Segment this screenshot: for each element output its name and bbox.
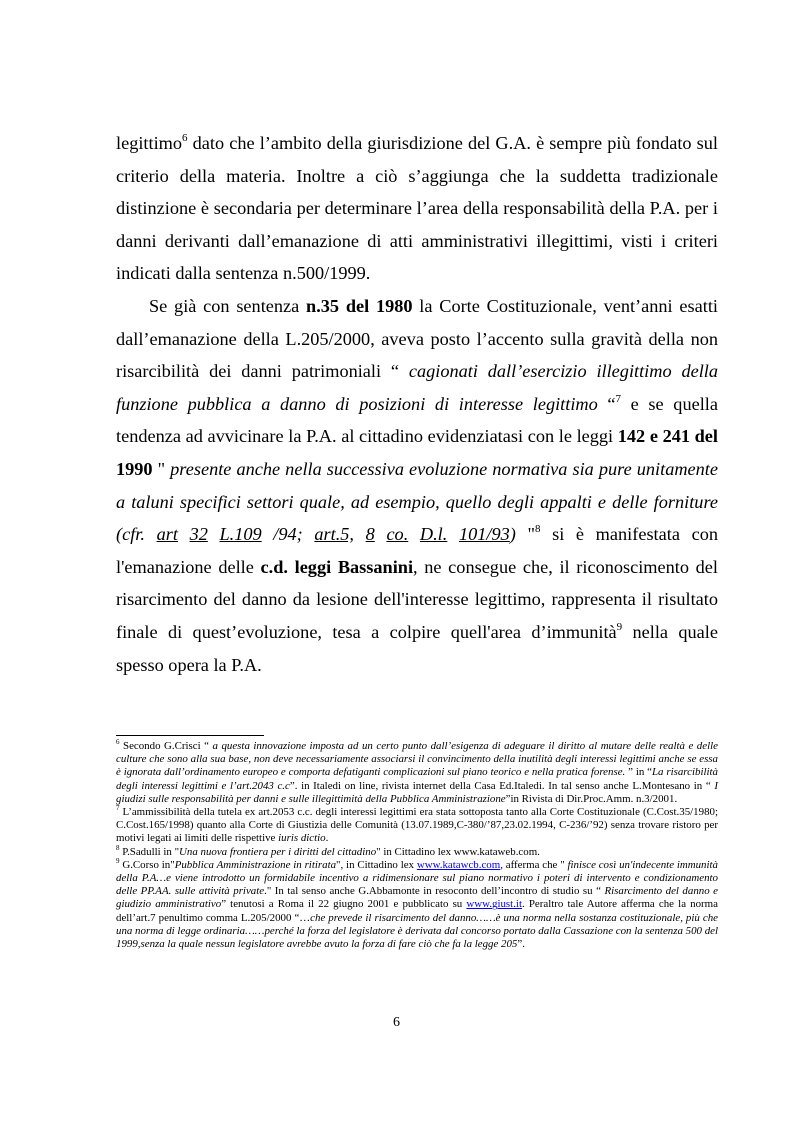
footnote-7 — [116, 806, 718, 846]
text-run: ." In tal senso anche G.Abbamonte in resoconto dell’incontro di studio su “ — [264, 885, 605, 898]
text-run: " in Cittadino lex www.kataweb.com. — [376, 845, 540, 858]
underlined-run: L.109 — [219, 524, 262, 545]
text-run: G.Corso in" — [119, 858, 175, 871]
giust-link[interactable]: www.giust.it — [466, 898, 522, 911]
italic-run: iuris dictio — [278, 832, 326, 845]
kataweb-link[interactable]: www.katawcb.com — [416, 858, 501, 871]
italic-run: /94; — [261, 524, 315, 545]
footnote-9 — [116, 859, 718, 951]
text-run: ”in Rivista di Dir.Proc.Amm. n.3/2001. — [505, 792, 678, 805]
italic-run: Risarcimento del danno e giudizio amministrativo — [116, 885, 718, 911]
underlined-run: art.5, — [314, 524, 355, 545]
italic-run: Una nuova frontiera per i diritti del cittadino — [179, 845, 377, 858]
text-run — [354, 524, 366, 544]
text-run: Secondo G.Crisci “ — [119, 740, 213, 752]
footnote-number: 7 — [116, 804, 120, 813]
text-run — [178, 524, 190, 544]
underlined-run: co. — [386, 524, 409, 545]
italic-run: Pubblica Amministrazione in ritirata — [174, 858, 337, 871]
bold-run: c.d. leggi Bassanini — [260, 556, 414, 577]
italic-run: I giudizi sulle responsabilità per danni e sulle illegittimità della Pubblica Amministrazione — [116, 779, 718, 805]
text-run — [408, 524, 420, 544]
italic-run: finisce così un'indecente immunità della P.A…e viene introdotto un formidabile incentivo a ridimensionare sul piano normativo i poteri di intervento e condizionamento delle PP.AA. sulle attività private — [116, 858, 719, 898]
text-run: . Peraltro tale Autore afferma che la norma dell’art.7 penultimo comma L.205/2000 “… — [116, 898, 718, 924]
italic-run: La risarcibilità degli interessi legittimi e l’art.2043 c.c — [116, 766, 718, 792]
text-run: P.Sadulli in " — [119, 845, 180, 858]
text-run: ” tenutosi a Roma il 22 giugno 2001 e pubblicato su — [221, 898, 467, 911]
text-run — [208, 524, 220, 544]
footnote-number: 6 — [116, 738, 120, 747]
text-run: , afferma che " — [500, 858, 568, 871]
footnote-ref-6[interactable]: 6 — [182, 131, 188, 144]
text-run: ", in Cittadino lex — [336, 858, 417, 871]
paragraph-1 — [116, 127, 718, 290]
footnote-ref-9[interactable]: 9 — [616, 620, 623, 633]
text-run: e se quella tendenza ad avvicinare la P.A. al cittadino evidenziatasi con le leggi — [116, 393, 718, 447]
text-run: " — [515, 524, 535, 545]
text-run: legittimo — [116, 133, 183, 153]
footnote-8 — [116, 846, 718, 859]
italic-run: ) — [509, 524, 516, 545]
italic-run: a questa innovazione imposta ad un certo punto dall’esigenza di adeguare il diritto al mutare delle realtà e delle culture che sono alla sua base, non deve necessariamente associarsi il convincimento della inutilità degli interessi legittimi anche se essa è ignorata dall’ordinamento europeo e comporta defatiganti complicazioni sul piano teorico e nella pratica forense. — [116, 740, 718, 779]
text-run: ”. — [517, 938, 525, 951]
text-run: Se già con sentenza — [149, 295, 307, 316]
text-run: . — [325, 832, 329, 845]
underlined-run: D.l. — [419, 524, 448, 545]
underlined-run: art — [156, 524, 178, 545]
italic-run: che prevede il risarcimento del danno……è una norma nella sostanza costituzionale, più che una norma di legge ordinaria……perché la forza del legislatore è derivata dal concorso portato dalla Cassazione con la sentenza 500 del 1999,senza la quale nessun legislatore avrebbe avuto la forza di fare ciò che fa la legge 205 — [116, 911, 718, 951]
italic-run: cagionati dall’esercizio illegittimo della funzione pubblica a danno di posizioni di interesse legittimo — [116, 361, 718, 414]
text-run: L’ammissibilità della tutela ex art.2053 c.c. degli interessi legittimi era stata sottoposta tanto alla Corte Costituzionale (C.Cost.35/1980; C.Cost.165/1998) quanto alla Corte di Giustizia delle Comunità (13.07.1989,C-380/’87,23.02.1994, C-236/’92) senza trovare ristoro per motivi legati ai limiti delle rispettive — [116, 806, 718, 845]
italic-run: presente anche nella successiva evoluzione normativa sia pure unitamente a taluni specifici settori quale, ad esempio, quello degli appalti e delle forniture (cfr. — [116, 458, 718, 545]
text-run: ” in “ — [625, 766, 652, 779]
text-run: si è manifestata con l'emanazione delle — [116, 524, 718, 577]
footnote-6 — [116, 740, 718, 806]
text-run — [447, 524, 459, 544]
text-run: dato che l’ambito della giurisdizione del G.A. è sempre più fondato sul criterio della materia. Inoltre a ciò s’aggiunga che la suddetta tradizionale distinzione è secondaria per determinare l’area della responsabilità della P.A. per i danni derivanti dall’emanazione di atti amministrativi illegittimi, visti i criteri indicati dalla sentenza n.500/1999. — [116, 133, 718, 284]
footnote-number: 9 — [116, 857, 120, 866]
footnote-separator — [116, 735, 264, 736]
text-run: “ — [597, 393, 616, 414]
underlined-run: 101/93 — [458, 524, 510, 545]
text-run: la Corte Costituzionale, vent’anni esatti dall’emanazione della L.205/2000, aveva posto l’accento sulla gravità della non risarcibilità dei danni patrimoniali “ — [116, 295, 718, 382]
text-run — [375, 524, 387, 544]
footnote-ref-7[interactable]: 7 — [615, 392, 622, 405]
page-number: 6 — [393, 1015, 400, 1030]
text-run: nella quale spesso opera la P.A. — [116, 621, 718, 675]
paragraph-2 — [116, 290, 718, 681]
footnote-ref-8[interactable]: 8 — [534, 523, 541, 536]
bold-run: n.35 del 1980 — [306, 295, 413, 316]
underlined-run: 32 — [189, 524, 208, 545]
footnote-number: 8 — [116, 844, 120, 852]
main-text — [116, 127, 718, 681]
bold-run: 142 e 241 del 1990 — [116, 426, 718, 479]
text-run: " — [152, 458, 171, 479]
underlined-run: 8 — [365, 524, 375, 545]
text-run: , ne consegue che, il riconoscimento del risarcimento del danno da lesione dell'interesse legittimo, rappresenta il risultato finale di quest’evoluzione, tesa a colpire quell'area d’immunità — [116, 556, 718, 642]
footnotes — [116, 740, 718, 951]
text-run: ”. in Italedi on line, rivista internet della Casa Ed.Italedi. In tal senso anche L.Montesano in “ — [289, 779, 715, 792]
